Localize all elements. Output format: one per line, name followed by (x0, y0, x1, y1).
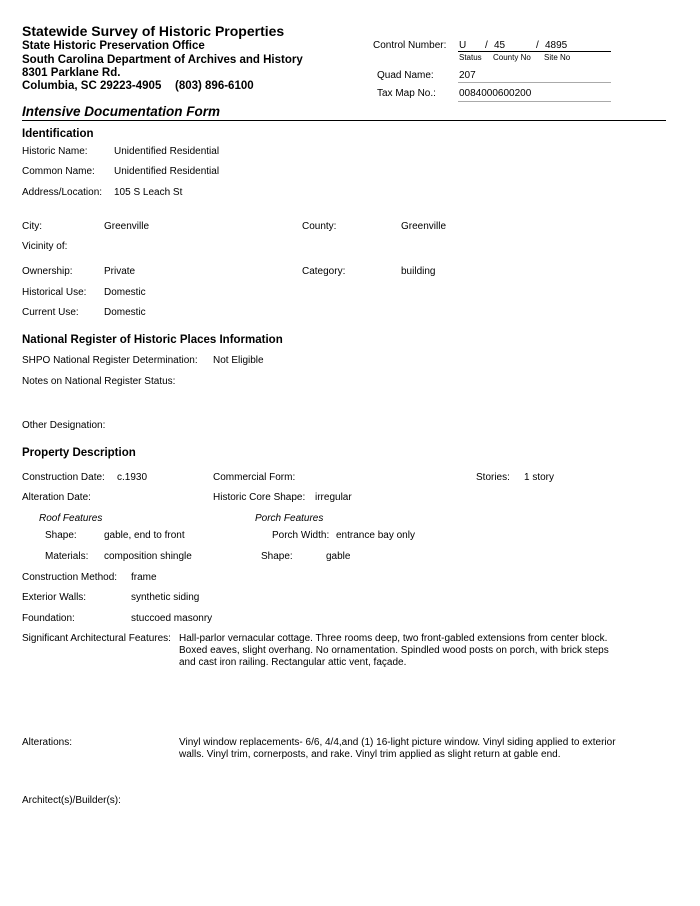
alterations-label: Alterations: (22, 737, 73, 748)
current-use-value: Domestic (104, 307, 146, 318)
common-name-label: Common Name: (22, 166, 95, 177)
construction-date-value: c.1930 (117, 472, 148, 483)
nr-determination-label: SHPO National Register Determination: (22, 355, 198, 366)
alteration-date-label: Alteration Date: (22, 492, 91, 503)
city-label: City: (22, 221, 42, 232)
exterior-walls-label: Exterior Walls: (22, 592, 87, 603)
stories-value: 1 story (524, 472, 555, 483)
alterations-text: Vinyl window replacements- 6/6, 4/4,and (1) 16-light picture window. Vinyl siding applied to exterior walls. Vinyl trim, cornerposts, and rake. Vinyl trim applied as slight return at gable end. (179, 737, 616, 760)
address-value: 105 S Leach St (114, 187, 183, 198)
control-number-label: Control Number: (373, 40, 447, 51)
control-site-no: 4895 (545, 40, 568, 51)
historic-name-value: Unidentified Residential (114, 146, 220, 157)
construction-method-label: Construction Method: (22, 572, 118, 583)
historic-name-label: Historic Name: (22, 146, 88, 157)
tax-map-underline (458, 101, 611, 102)
city-line: Columbia, SC 29223-4905 (22, 80, 162, 92)
address-label: Address/Location: (22, 187, 103, 198)
office-name: State Historic Preservation Office (22, 40, 205, 52)
core-shape-value: irregular (315, 492, 352, 503)
construction-date-label: Construction Date: (22, 472, 105, 483)
foundation-label: Foundation: (22, 613, 75, 624)
phone-number: (803) 896-6100 (175, 80, 254, 92)
exterior-walls-value: synthetic siding (131, 592, 200, 603)
nr-notes-label: Notes on National Register Status: (22, 376, 176, 387)
core-shape-label: Historic Core Shape: (213, 492, 306, 503)
commercial-form-label: Commercial Form: (213, 472, 296, 483)
foundation-value: stuccoed masonry (131, 613, 213, 624)
ownership-value: Private (104, 266, 136, 277)
common-name-value: Unidentified Residential (114, 166, 220, 177)
county-label: County: (302, 221, 337, 232)
ownership-label: Ownership: (22, 266, 73, 277)
form-title: Intensive Documentation Form (22, 104, 221, 119)
architectural-features-label: Significant Architectural Features: (22, 633, 171, 644)
quad-name-label: Quad Name: (377, 70, 434, 81)
county-value: Greenville (401, 221, 447, 232)
street-address: 8301 Parklane Rd. (22, 67, 121, 79)
vicinity-label: Vicinity of: (22, 241, 68, 252)
control-sep-2: / (536, 40, 539, 51)
identification-heading: Identification (22, 128, 94, 140)
porch-shape-label: Shape: (261, 551, 293, 562)
control-sep-1: / (485, 40, 488, 51)
county-no-caption: County No (493, 53, 531, 62)
stories-label: Stories: (476, 472, 510, 483)
control-number-underline (458, 51, 611, 52)
status-caption: Status (459, 53, 482, 62)
quad-name-value: 207 (459, 70, 476, 81)
roof-features-heading: Roof Features (39, 513, 103, 524)
department-name: South Carolina Department of Archives and History (22, 54, 303, 66)
porch-shape-value: gable (326, 551, 351, 562)
historical-use-value: Domestic (104, 287, 146, 298)
survey-title: Statewide Survey of Historic Properties (22, 23, 285, 39)
tax-map-label: Tax Map No.: (377, 88, 436, 99)
title-rule (22, 120, 666, 121)
category-value: building (401, 266, 436, 277)
city-value: Greenville (104, 221, 150, 232)
control-county-no: 45 (494, 40, 506, 51)
porch-features-heading: Porch Features (255, 513, 324, 524)
site-no-caption: Site No (544, 53, 571, 62)
national-register-heading: National Register of Historic Places Information (22, 334, 283, 346)
porch-width-value: entrance bay only (336, 530, 415, 541)
roof-shape-label: Shape: (45, 530, 77, 541)
property-description-heading: Property Description (22, 447, 136, 459)
roof-shape-value: gable, end to front (104, 530, 185, 541)
nr-determination-value: Not Eligible (213, 355, 264, 366)
control-status: U (459, 40, 467, 51)
construction-method-value: frame (131, 572, 157, 583)
quad-name-underline (458, 82, 611, 83)
tax-map-value: 0084000600200 (459, 88, 532, 99)
historical-use-label: Historical Use: (22, 287, 87, 298)
architectural-features-text: Hall-parlor vernacular cottage. Three rooms deep, two front-gabled extensions from center block. Boxed eaves, slight overhang. No ornamentation. Spindled wood posts on porch, with brick steps and cast iron railing. Rectangular attic vent, façade. (179, 633, 609, 668)
architect-builder-label: Architect(s)/Builder(s): (22, 795, 121, 806)
porch-width-label: Porch Width: (272, 530, 330, 541)
other-designation-label: Other Designation: (22, 420, 106, 431)
roof-materials-label: Materials: (45, 551, 89, 562)
current-use-label: Current Use: (22, 307, 79, 318)
category-label: Category: (302, 266, 346, 277)
roof-materials-value: composition shingle (104, 551, 192, 562)
